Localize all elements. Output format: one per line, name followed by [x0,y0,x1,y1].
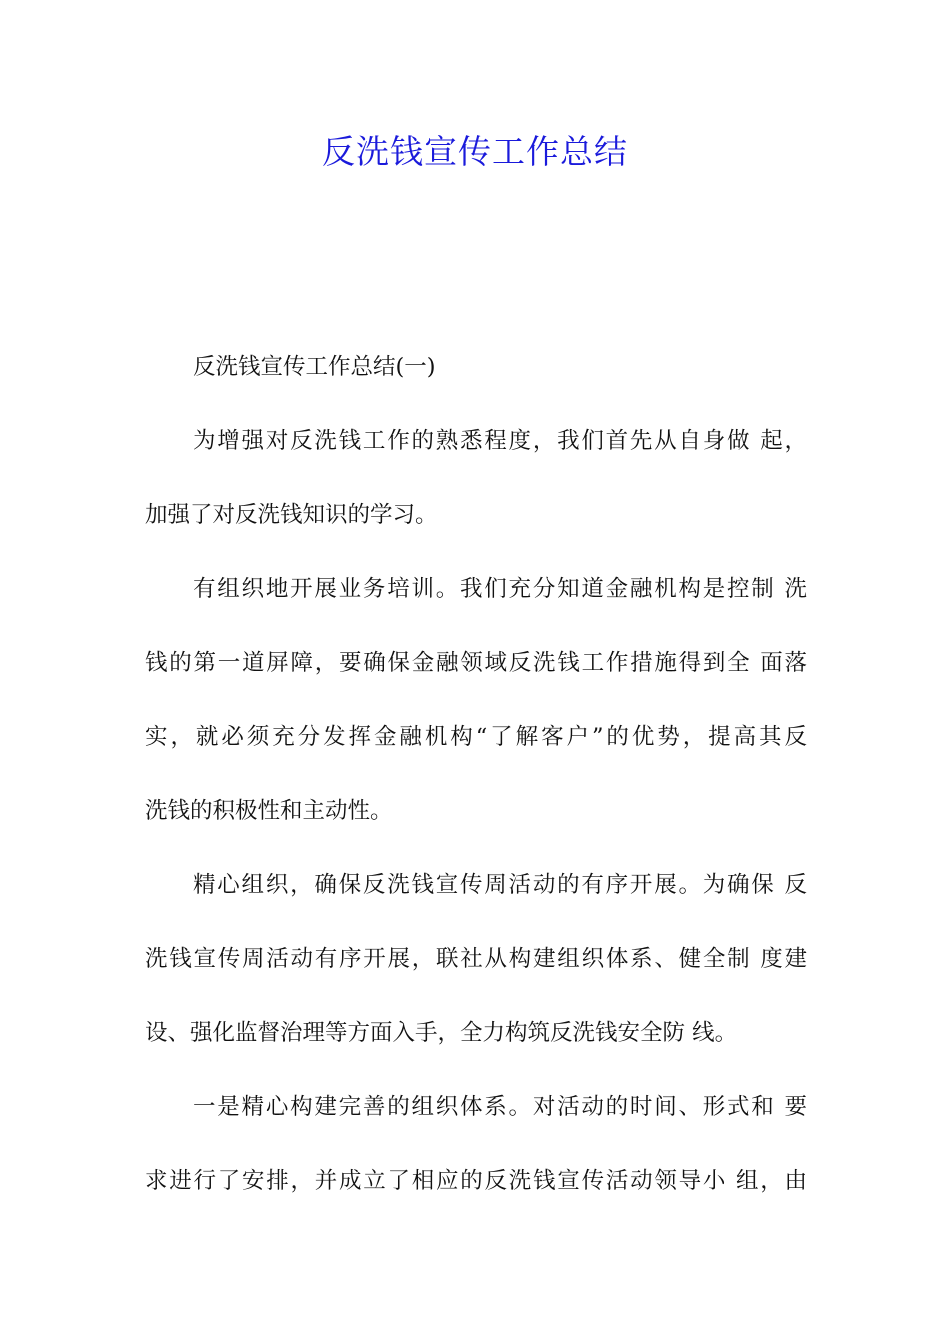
paragraph-line: 一是精心构建完善的组织体系。对活动的时间、形式和 要 [193,1094,807,1120]
paragraph-line: 为增强对反洗钱工作的熟悉程度，我们首先从自身做 起， [193,428,807,454]
paragraph-line: 求进行了安排，并成立了相应的反洗钱宣传活动领导小 组，由 [145,1168,807,1194]
document-body [145,330,807,1218]
paragraph-line: 设、强化监督治理等方面入手，全力构筑反洗钱安全防 线。 [145,1020,738,1046]
paragraph-line: 加强了对反洗钱知识的学习。 [145,502,438,528]
paragraph-line: 钱的第一道屏障，要确保金融领域反洗钱工作措施得到全 面落 [145,650,807,676]
paragraph-line: 洗钱的积极性和主动性。 [145,798,393,824]
document-title: 反洗钱宣传工作总结 [322,132,628,171]
paragraph-line: 精心组织，确保反洗钱宣传周活动的有序开展。为确保 反 [193,872,807,898]
section-heading: 反洗钱宣传工作总结(一) [193,354,436,380]
paragraph-line: 实，就必须充分发挥金融机构“了解客户”的优势，提高其反 [145,724,807,750]
paragraph-line: 洗钱宣传周活动有序开展，联社从构建组织体系、健全制 度建 [145,946,807,972]
paragraph-line: 有组织地开展业务培训。我们充分知道金融机构是控制 洗 [193,576,807,602]
